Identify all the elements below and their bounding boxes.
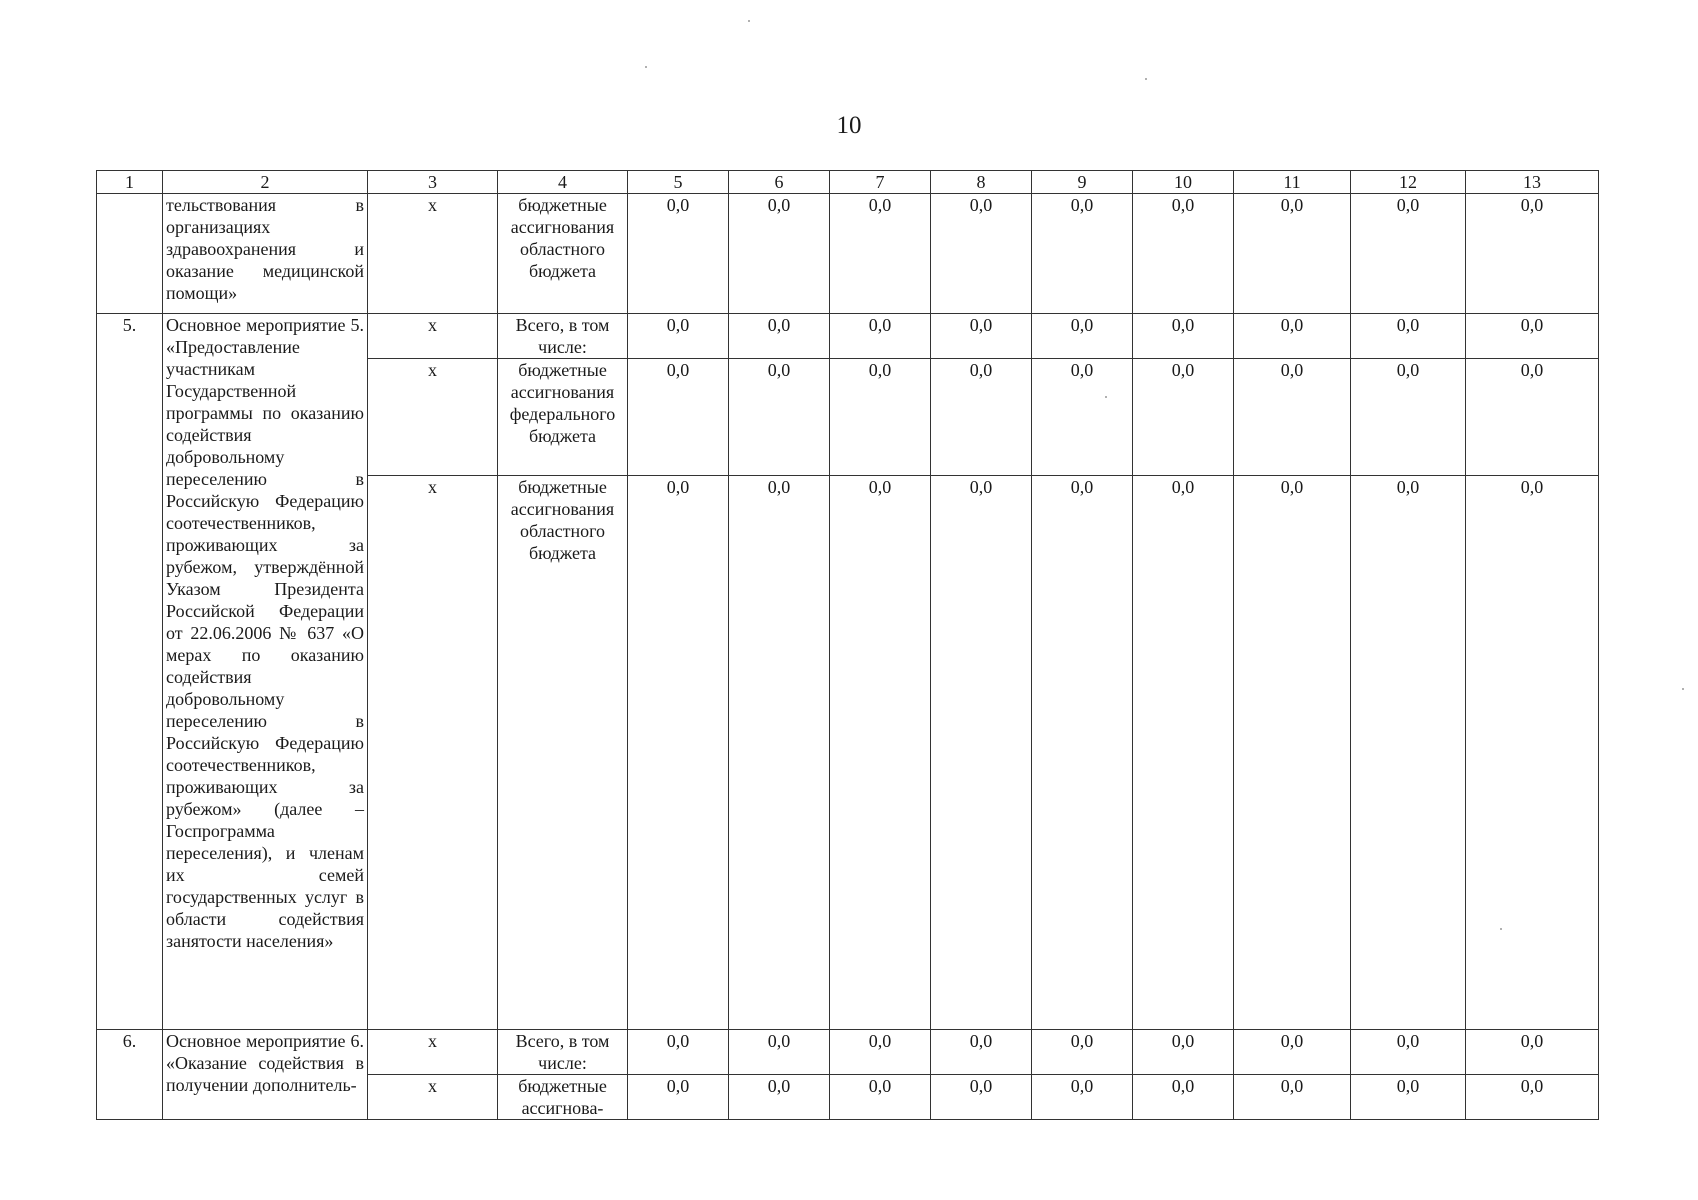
column-header: 4	[498, 171, 628, 194]
value-cell: 0,0	[1133, 476, 1234, 1030]
value-cell: 0,0	[628, 1030, 729, 1075]
value-cell: 0,0	[1351, 359, 1466, 476]
funding-source: Всего, в том числе:	[498, 314, 628, 359]
column-3-cell: х	[368, 359, 498, 476]
column-header: 7	[830, 171, 931, 194]
value-cell: 0,0	[1032, 314, 1133, 359]
value-cell: 0,0	[830, 476, 931, 1030]
value-cell: 0,0	[830, 359, 931, 476]
scan-speck	[1500, 928, 1502, 930]
column-header: 13	[1466, 171, 1599, 194]
value-cell: 0,0	[729, 1030, 830, 1075]
value-cell: 0,0	[1351, 194, 1466, 314]
column-header: 8	[931, 171, 1032, 194]
value-cell: 0,0	[1133, 314, 1234, 359]
value-cell: 0,0	[729, 194, 830, 314]
scan-speck	[645, 66, 647, 68]
value-cell: 0,0	[1032, 1075, 1133, 1120]
column-header: 2	[163, 171, 368, 194]
value-cell: 0,0	[830, 314, 931, 359]
funding-source: бюджетные ассигнования областного бюджета	[498, 194, 628, 314]
value-cell: 0,0	[1234, 1030, 1351, 1075]
value-cell: 0,0	[830, 194, 931, 314]
value-cell: 0,0	[1351, 314, 1466, 359]
table-row	[97, 314, 1599, 359]
value-cell: 0,0	[1466, 1030, 1599, 1075]
value-cell: 0,0	[1466, 314, 1599, 359]
value-cell: 0,0	[1234, 476, 1351, 1030]
value-cell: 0,0	[1466, 359, 1599, 476]
value-cell: 0,0	[1351, 1030, 1466, 1075]
column-header: 1	[97, 171, 163, 194]
value-cell: 0,0	[628, 1075, 729, 1120]
value-cell: 0,0	[1032, 1030, 1133, 1075]
scan-speck	[1145, 78, 1147, 80]
column-header: 11	[1234, 171, 1351, 194]
value-cell: 0,0	[729, 1075, 830, 1120]
value-cell: 0,0	[628, 194, 729, 314]
column-3-cell: х	[368, 194, 498, 314]
measure-description: тельствования в организациях здравоохранения и оказание медицинской помощи»	[163, 194, 368, 314]
scan-speck	[748, 20, 750, 22]
value-cell: 0,0	[1032, 476, 1133, 1030]
value-cell: 0,0	[1466, 194, 1599, 314]
value-cell: 0,0	[1234, 359, 1351, 476]
value-cell: 0,0	[1032, 359, 1133, 476]
value-cell: 0,0	[931, 359, 1032, 476]
value-cell: 0,0	[729, 314, 830, 359]
value-cell: 0,0	[1234, 314, 1351, 359]
value-cell: 0,0	[931, 194, 1032, 314]
value-cell: 0,0	[729, 359, 830, 476]
page-number: 10	[836, 112, 862, 139]
funding-source: бюджетные ассигнования областного бюджета	[498, 476, 628, 1030]
value-cell: 0,0	[1133, 1075, 1234, 1120]
value-cell: 0,0	[1466, 1075, 1599, 1120]
value-cell: 0,0	[931, 314, 1032, 359]
funding-source: Всего, в том числе:	[498, 1030, 628, 1075]
value-cell: 0,0	[830, 1030, 931, 1075]
value-cell: 0,0	[931, 476, 1032, 1030]
row-number: 5.	[97, 314, 163, 1030]
measure-description: Основное мероприятие 6. «Оказание содействия в получении дополнитель-	[163, 1030, 368, 1120]
value-cell: 0,0	[931, 1075, 1032, 1120]
measure-description: Основное мероприятие 5. «Предоставление участникам Государственной программы по оказанию содействия добровольному переселению в Российскую Федерацию соотечественников, проживающих за рубежом, утверждённой Указом Президента Российской Федерации от 22.06.2006 № 637 «О мерах по оказанию содействия добровольному переселению в Российскую Федерацию соотечественников, проживающих за рубежом» (далее – Госпрограмма переселения), и членам их семей государственных услуг в области содействия занятости населения»	[163, 314, 368, 1030]
value-cell: 0,0	[1351, 1075, 1466, 1120]
value-cell: 0,0	[1466, 476, 1599, 1030]
row-number	[97, 194, 163, 314]
column-header: 9	[1032, 171, 1133, 194]
column-header: 5	[628, 171, 729, 194]
table-row	[97, 1030, 1599, 1075]
value-cell: 0,0	[931, 1030, 1032, 1075]
column-header: 10	[1133, 171, 1234, 194]
value-cell: 0,0	[628, 476, 729, 1030]
funding-source: бюджетные ассигнова-	[498, 1075, 628, 1120]
header-row	[97, 171, 1599, 194]
value-cell: 0,0	[830, 1075, 931, 1120]
value-cell: 0,0	[1133, 1030, 1234, 1075]
value-cell: 0,0	[1234, 194, 1351, 314]
column-3-cell: х	[368, 1075, 498, 1120]
value-cell: 0,0	[729, 476, 830, 1030]
scan-speck	[1105, 396, 1107, 398]
value-cell: 0,0	[1032, 194, 1133, 314]
column-3-cell: х	[368, 314, 498, 359]
column-header: 3	[368, 171, 498, 194]
value-cell: 0,0	[628, 314, 729, 359]
value-cell: 0,0	[1133, 359, 1234, 476]
column-header: 12	[1351, 171, 1466, 194]
column-3-cell: х	[368, 1030, 498, 1075]
column-header: 6	[729, 171, 830, 194]
value-cell: 0,0	[1234, 1075, 1351, 1120]
value-cell: 0,0	[628, 359, 729, 476]
table-row	[97, 194, 1599, 314]
budget-table	[96, 170, 1599, 1120]
column-3-cell: х	[368, 476, 498, 1030]
funding-source: бюджетные ассигнования федерального бюджета	[498, 359, 628, 476]
row-number: 6.	[97, 1030, 163, 1120]
value-cell: 0,0	[1351, 476, 1466, 1030]
value-cell: 0,0	[1133, 194, 1234, 314]
scan-speck	[1682, 688, 1684, 690]
